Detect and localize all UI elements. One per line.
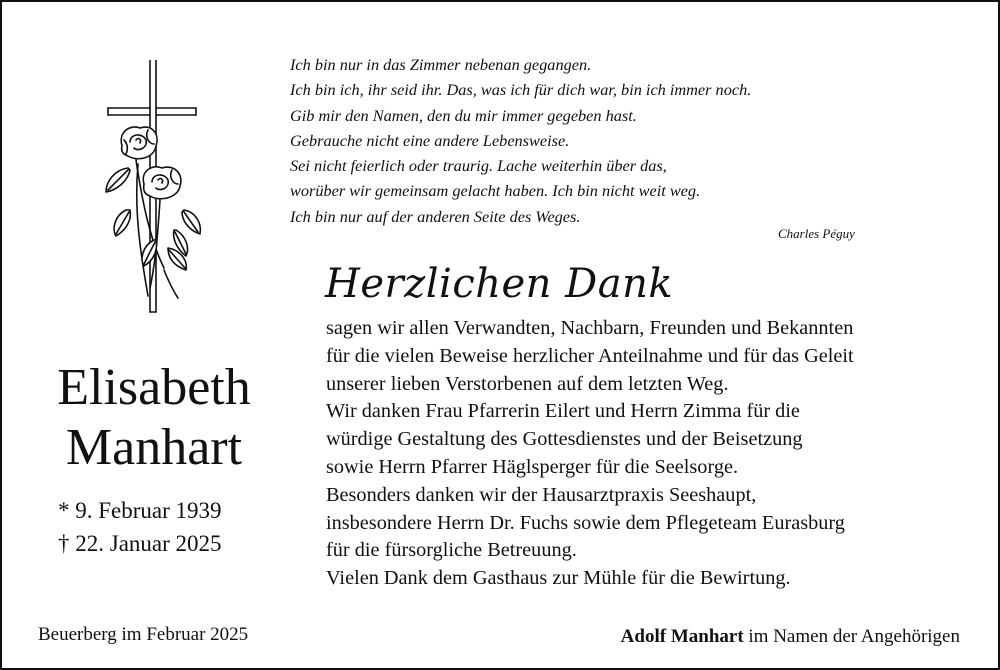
signer-name: Adolf Manhart bbox=[620, 626, 744, 647]
death-date: † 22. Januar 2025 bbox=[58, 531, 222, 556]
poem-line: Ich bin ich, ihr seid ihr. Das, was ich für dich war, bin ich immer noch. bbox=[290, 80, 752, 100]
poem-author: Charles Péguy bbox=[778, 226, 855, 241]
thanks-text bbox=[326, 315, 976, 593]
signer-suffix: im Namen der Angehörigen bbox=[743, 626, 960, 647]
poem-line: Ich bin nur auf der anderen Seite des Weges. bbox=[290, 206, 581, 226]
poem bbox=[290, 52, 930, 229]
thanks-line: für die vielen Beweise herzlicher Anteilnahme und für das Geleit bbox=[326, 344, 854, 367]
deceased-last-name: Manhart bbox=[65, 419, 243, 476]
poem-line: worüber wir gemeinsam gelacht haben. Ich bin nicht weit weg. bbox=[290, 181, 701, 201]
poem-line: Gib mir den Namen, den du mir immer gegeben hast. bbox=[290, 105, 637, 125]
signature bbox=[621, 626, 960, 648]
poem-line: Ich bin nur in das Zimmer nebenan gegangen. bbox=[290, 55, 592, 74]
birth-date: * 9. Februar 1939 bbox=[58, 498, 222, 523]
thanks-line: für die fürsorgliche Betreuung. bbox=[326, 539, 577, 562]
poem-line: Sei nicht feierlich oder traurig. Lache weiterhin über das, bbox=[290, 156, 667, 176]
thanks-line: unserer lieben Verstorbenen auf dem letzten Weg. bbox=[326, 372, 729, 395]
poem-line: Gebrauche nicht eine andere Lebensweise. bbox=[290, 130, 570, 150]
deceased-first-name: Elisabeth bbox=[57, 359, 251, 416]
thanks-line: insbesondere Herrn Dr. Fuchs sowie dem Pflegeteam Eurasburg bbox=[326, 511, 845, 534]
thanks-line: Wir danken Frau Pfarrerin Eilert und Herrn Zimma für die bbox=[326, 400, 800, 423]
thanks-line: sagen wir allen Verwandten, Nachbarn, Freunden und Bekannten bbox=[326, 317, 854, 339]
thanks-line: sowie Herrn Pfarrer Häglsperger für die Seelsorge. bbox=[326, 455, 739, 478]
cross-with-roses-icon bbox=[98, 60, 206, 316]
place-and-date: Beuerberg im Februar 2025 bbox=[38, 624, 249, 645]
thanks-line: würdige Gestaltung des Gottesdienstes und der Beisetzung bbox=[326, 428, 803, 451]
thanks-line: Besonders danken wir der Hausarztpraxis Seeshaupt, bbox=[326, 483, 757, 506]
thanks-heading: Herzlichen Dank bbox=[325, 261, 674, 307]
thanks-line: Vielen Dank dem Gasthaus zur Mühle für die Bewirtung. bbox=[326, 567, 791, 590]
